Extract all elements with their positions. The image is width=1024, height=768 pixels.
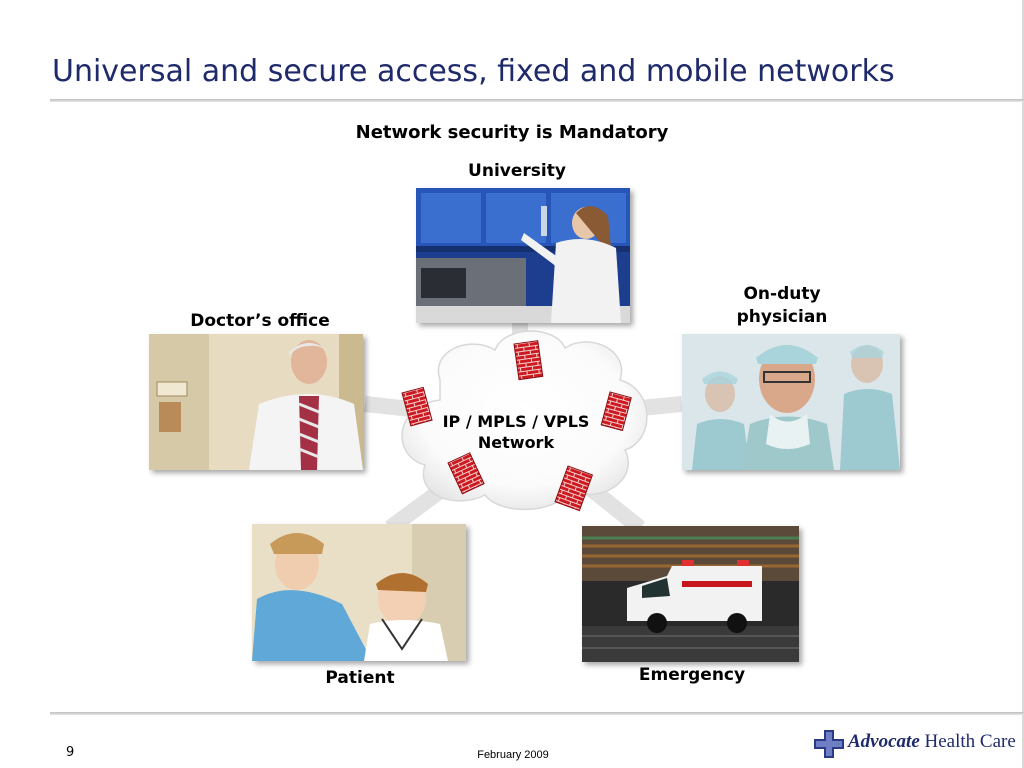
firewall-icon bbox=[514, 341, 543, 380]
node-label-university: University bbox=[468, 161, 566, 181]
network-cloud-line2: Network bbox=[477, 433, 555, 452]
logo-brand: Advocate bbox=[848, 731, 920, 752]
onduty-line1: On-duty bbox=[743, 284, 821, 304]
advocate-health-care-logo bbox=[814, 730, 1024, 760]
footer-divider bbox=[50, 712, 1024, 715]
onduty-physician-image bbox=[682, 334, 900, 470]
diagram-subtitle: Network security is Mandatory bbox=[355, 122, 669, 143]
node-label-patient: Patient bbox=[325, 668, 395, 688]
page-number: 9 bbox=[66, 745, 75, 760]
onduty-line2: physician bbox=[736, 307, 828, 327]
university-lab-image bbox=[416, 188, 630, 323]
network-cloud-line1: IP / MPLS / VPLS bbox=[442, 412, 590, 431]
node-label-onduty-physician bbox=[682, 283, 882, 329]
cross-logo-icon bbox=[814, 730, 844, 758]
footer-date: February 2009 bbox=[477, 749, 549, 761]
node-label-doctor-office: Doctor’s office bbox=[190, 311, 330, 331]
node-label-emergency: Emergency bbox=[638, 665, 746, 685]
patient-image bbox=[252, 524, 466, 661]
logo-wordmark bbox=[848, 731, 1016, 753]
emergency-ambulance-image bbox=[582, 526, 799, 662]
logo-rest: Health Care bbox=[924, 731, 1016, 752]
network-cloud-label bbox=[416, 411, 616, 453]
slide-title: Universal and secure access, fixed and mobile networks bbox=[52, 54, 895, 89]
doctor-office-image bbox=[149, 334, 363, 470]
